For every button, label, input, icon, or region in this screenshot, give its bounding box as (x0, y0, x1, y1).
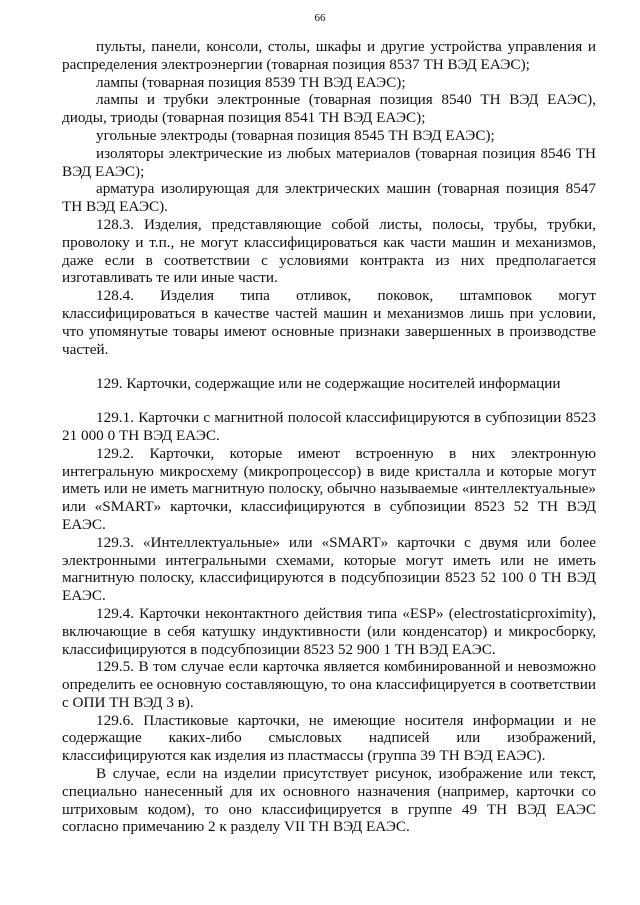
page-number: 66 (314, 12, 326, 24)
section-heading: 129. Карточки, содержащие или не содержащие носителей информации (96, 375, 561, 393)
paragraph: В случае, если на изделии присутствует рисунок, изображение или текст, специально нанесенный для их основного назначения (например, карточки со штриховым кодом), то оно классифицируется в группе 49 ТН ВЭД ЕАЭС согласно примечанию 2 к разделу VII ТН ВЭД ЕАЭС. (62, 765, 596, 836)
paragraph: 129.6. Пластиковые карточки, не имеющие носителя информации и не содержащие каких-либо смысловых надписей или изображений, классифицируются как изделия из пластмассы (группа 39 ТН ВЭД ЕАЭС). (62, 711, 596, 765)
paragraph: лампы (товарная позиция 8539 ТН ВЭД ЕАЭС); (96, 73, 406, 91)
paragraph: 129.1. Карточки с магнитной полосой классифицируются в субпозиции 8523 21 000 0 ТН ВЭД ЕАЭС. (62, 409, 596, 444)
paragraph: 128.4. Изделия типа отливок, поковок, штамповок могут классифицироваться в качестве частей машин и механизмов лишь при условии, что упомянутые товары имеют основные признаки завершенных в производстве частей. (62, 287, 596, 358)
paragraph: 129.5. В том случае если карточка является комбинированной и невозможно определить ее основную составляющую, то она классифицируется в соответствии с ОПИ ТН ВЭД 3 в). (62, 658, 596, 711)
paragraph: 129.2. Карточки, которые имеют встроенную в них электронную интегральную микросхему (микропроцессор) в виде кристалла и которые могут иметь или не иметь магнитную полоску, обычно называемые «интеллектуальные» или «SMART» карточки, классифицируются в субпозиции 8523 52 ТН ВЭД ЕАЭС. (62, 444, 596, 533)
paragraph: угольные электроды (товарная позиция 8545 ТН ВЭД ЕАЭС); (96, 126, 495, 144)
paragraph: арматура изолирующая для электрических машин (товарная позиция 8547 ТН ВЭД ЕАЭС). (62, 180, 596, 216)
paragraph: 129.4. Карточки неконтактного действия типа «ESP» (electrostaticproximity), включающие в себя катушку индуктивности (или конденсатор) и микросборку, классифицируются в подсубпозиции 8523 52 900 1 ТН ВЭД ЕАЭС. (62, 604, 596, 658)
paragraph: изоляторы электрические из любых материалов (товарная позиция 8546 ТН ВЭД ЕАЭС); (62, 144, 596, 180)
paragraph: 129.3. «Интеллектуальные» или «SMART» карточки с двумя или более электронными интегральными схемами, которые могут иметь или не иметь магнитную полоску, классифицируются в подсубпозиции 8523 52 100 0 ТН ВЭД ЕАЭС. (62, 533, 596, 605)
paragraph: лампы и трубки электронные (товарная позиция 8540 ТН ВЭД ЕАЭС), диоды, триоды (товарная позиция 8541 ТН ВЭД ЕАЭС); (62, 91, 596, 127)
paragraph: 128.3. Изделия, представляющие собой листы, полосы, трубы, трубки, проволоку и т.п., не могут классифицироваться как части машин и механизмов, даже если в соответствии с условиями контракта из них предполагается изготавливать те или иные части. (62, 215, 596, 287)
page-content (62, 38, 596, 836)
paragraph: пульты, панели, консоли, столы, шкафы и другие устройства управления и распределения электроэнергии (товарная позиция 8537 ТН ВЭД ЕАЭС); (62, 38, 596, 73)
